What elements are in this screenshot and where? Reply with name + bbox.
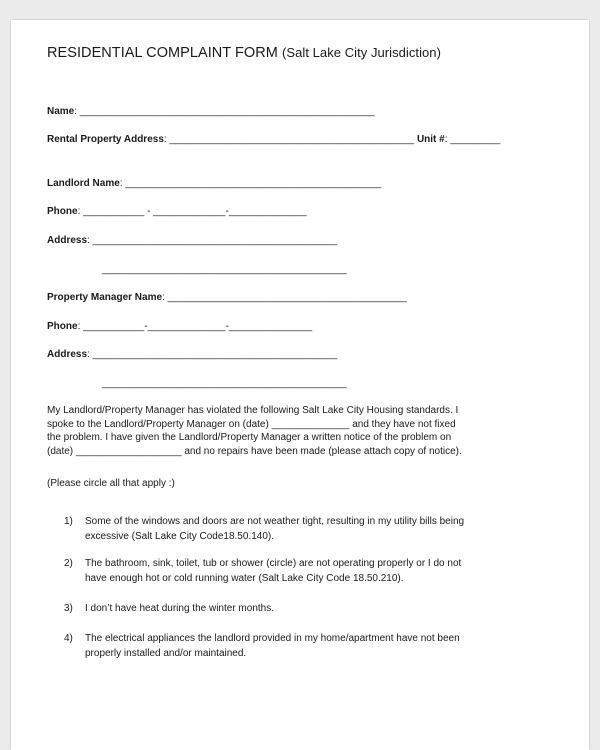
item-number: 2) [64,558,73,569]
item-text-line: Some of the windows and doors are not weather tight, resulting in my utility bills being [85,516,465,527]
manager-name-field[interactable] [47,292,407,304]
name-field[interactable] [47,106,375,118]
landlord-address-line2[interactable] [102,264,347,276]
circle-instruction: (Please circle all that apply :) [47,478,175,489]
name-blank: : _____________________________________________________ [74,106,375,117]
item-number: 4) [64,633,73,644]
unit-blank: : _________ [444,134,501,145]
form-title [47,45,441,61]
item-text-line: excessive (Salt Lake City Code18.50.140). [85,531,274,542]
manager-address-line2[interactable] [102,378,347,390]
item-text-line: properly installed and/or maintained. [85,648,247,659]
rental-address-label: Rental Property Address [47,134,164,145]
item-text-line: The electrical appliances the landlord provided in my home/apartment have not been [85,633,460,644]
landlord-address-label: Address [47,235,88,246]
landlord-address-blank: : ____________________________________________ [87,235,338,246]
manager-phone-blank: : ___________-______________-_______________ [77,321,313,332]
landlord-address-field[interactable] [47,235,337,247]
item-text-line: I don’t have heat during the winter months. [85,603,275,614]
manager-phone-label: Phone [47,321,78,332]
item-text-line: have enough hot or cold running water (Salt Lake City Code 18.50.210). [85,573,404,584]
landlord-name-label: Landlord Name [47,178,120,189]
name-label: Name [47,106,75,117]
form-title-main: RESIDENTIAL COMPLAINT FORM [47,45,278,61]
landlord-address-line2-blank: ____________________________________________ [102,264,347,275]
landlord-phone-field[interactable] [47,206,307,218]
landlord-name-field[interactable] [47,178,381,190]
unit-label: Unit # [416,134,445,145]
manager-name-blank: : ___________________________________________ [162,292,407,303]
manager-name-label: Property Manager Name [47,292,163,303]
item-number: 3) [64,603,73,614]
manager-address-field[interactable] [47,349,337,361]
item-number: 1) [64,516,73,527]
violation-statement [47,404,542,458]
form-title-jurisdiction: (Salt Lake City Jurisdiction) [282,45,441,60]
landlord-phone-blank: : ___________ - _____________-______________ [77,206,307,217]
manager-address-line2-blank: ____________________________________________ [102,378,347,389]
landlord-phone-label: Phone [47,206,78,217]
statement-line: (date) ___________________ and no repairs have been made (please attach copy of notice). [47,445,462,457]
manager-address-label: Address [47,349,88,360]
rental-address-blank: : ____________________________________________ [163,134,415,145]
statement-line: spoke to the Landlord/Property Manager on (date) ______________ and they have not fixed [47,418,456,430]
rental-address-field[interactable] [47,134,500,146]
manager-address-blank: : ____________________________________________ [87,349,338,360]
landlord-name-blank: : ______________________________________________ [119,178,382,189]
statement-line: My Landlord/Property Manager has violated the following Salt Lake City Housing standards. I [47,405,459,416]
manager-phone-field[interactable] [47,321,312,333]
statement-line: the problem. I have given the Landlord/Property Manager a written notice of the problem on [47,432,452,443]
item-text-line: The bathroom, sink, toilet, tub or shower (circle) are not operating properly or I do not [85,558,462,569]
